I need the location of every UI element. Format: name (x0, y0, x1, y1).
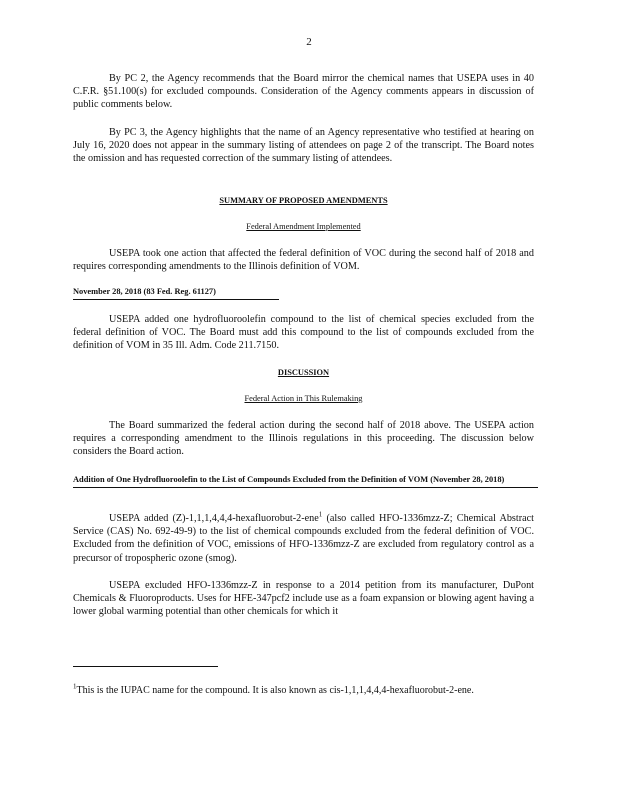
paragraph-hfo-excluded: USEPA excluded HFO-1336mzz-Z in response to a 2014 petition from its manufacturer, DuPont Chemicals & Fluoroproducts. Uses for HFE-347pcf2 include use as a foam expansion or blowing agent having a lower global warming potential than other chemicals for which it (73, 580, 534, 618)
paragraph-pc3: By PC 3, the Agency highlights that the name of an Agency representative who testified at hearing on July 16, 2020 does not appear in the summary listing of attendees on page 2 of the transcript. The Board notes the omission and has requested correction of the summary listing of attendees. (73, 127, 534, 165)
paragraph-usepa-action: USEPA took one action that affected the federal definition of VOC during the second half of 2018 and requires corresponding amendments to the Illinois definition of VOM. (73, 248, 534, 273)
hfo-added-text-rest: (also called HFO-1336mzz-Z; Chemical Abstract Service (CAS) No. 692-49-9) to the list of chemical compounds excluded from the federal definition of VOC. Excluded from the definition of VOC, emissions of HFO-1336mzz-Z are excluded from regulatory control as a precursor of tropospheric ozone (smog). (73, 513, 534, 564)
footnote-text: This is the IUPAC name for the compound. It is also known as cis-1,1,1,4,4,4-hexafluorobut-2-ene. (76, 685, 474, 696)
footnote (73, 684, 543, 697)
paragraph-hydrofluoroolefin: USEPA added one hydrofluoroolefin compound to the list of chemical species excluded from the federal definition of VOC. The Board must add this compound to the list of compounds excluded from the definition of VOM in 35 Ill. Adm. Code 211.7150. (73, 314, 534, 352)
footnote-reference: 1 (318, 510, 323, 519)
heading-summary: SUMMARY OF PROPOSED AMENDMENTS (219, 196, 388, 205)
paragraph-board-summary: The Board summarized the federal action during the second half of 2018 above. The USEPA action requires a corresponding amendment to the Illinois regulations in this proceeding. The discussion below considers the Board action. (73, 420, 534, 458)
footnote-mark: 1 (73, 682, 77, 691)
heading-addition-hfo: Addition of One Hydrofluoroolefin to the List of Compounds Excluded from the Definition of VOM (November 28, 2018) (73, 474, 538, 488)
page-number: 2 (306, 36, 312, 48)
heading-discussion: DISCUSSION (277, 368, 330, 377)
footnote-divider (73, 666, 218, 667)
heading-november-2018: November 28, 2018 (83 Fed. Reg. 61127) (73, 286, 279, 300)
hfo-added-text-start: USEPA added (Z)-1,1,1,4,4,4-hexafluorobut-2-ene (109, 513, 319, 524)
heading-federal-amendment: Federal Amendment Implemented (246, 222, 361, 231)
heading-federal-action: Federal Action in This Rulemaking (244, 394, 363, 403)
paragraph-pc2: By PC 2, the Agency recommends that the Board mirror the chemical names that USEPA uses in 40 C.F.R. §51.100(s) for excluded compounds. Consideration of the Agency comments appears in discussion of public comments below. (73, 73, 534, 111)
paragraph-hfo-added (73, 512, 534, 565)
